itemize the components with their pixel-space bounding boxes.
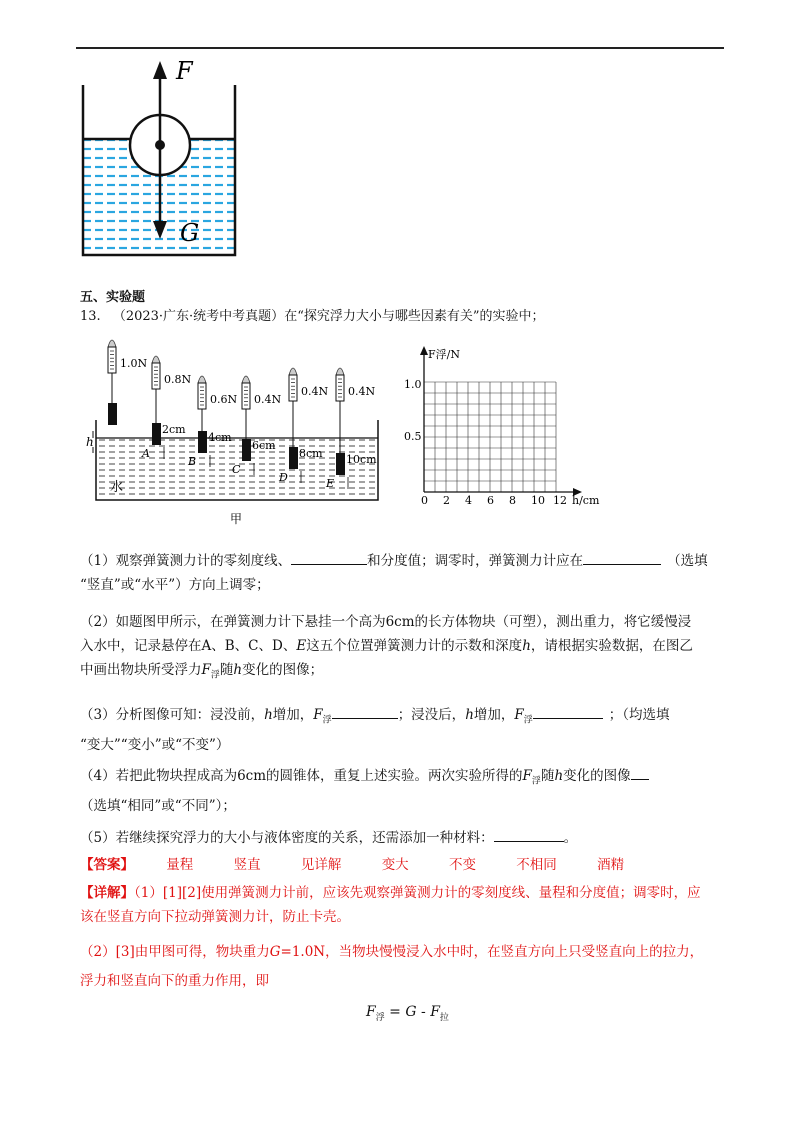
part-3: （3）分析图像可知：浸没前，h增加，$F_浮$ ；浸没后，h增加，$F_浮$ ；（均选填 “变大”“变小”或“不变”）	[80, 703, 725, 757]
spring-scale	[108, 340, 147, 425]
blank-2	[583, 549, 661, 565]
depth-label: 4cm	[208, 431, 232, 444]
hand-icon	[198, 376, 206, 383]
arrow-up-icon	[153, 61, 167, 79]
detail-block: 【详解】（1）[1][2]使用弹簧测力计前，应该先观察弹簧测力计的零刻度线、量程和分度值；调零时，应 该在竖直方向下拉动弹簧测力计，防止卡壳。	[80, 885, 701, 925]
formula: $F_浮 = G - F_拉$	[366, 1004, 449, 1023]
block	[198, 431, 207, 453]
position-label: E	[326, 477, 335, 490]
blank-5	[631, 764, 649, 780]
detail-label: 【详解】	[80, 885, 134, 901]
x-tick: 12	[553, 494, 567, 507]
depth-label: 6cm	[252, 439, 276, 452]
question-stem: 在“探究浮力大小与哪些因素有关”的实验中；	[284, 309, 545, 324]
header-rule	[76, 47, 724, 49]
blank-4	[533, 703, 603, 719]
answer-1: 量程	[166, 857, 194, 873]
x-tick: 2	[443, 494, 450, 507]
part-5: （5）若继续探究浮力的大小与液体密度的关系，还需添加一种材料： 。	[80, 826, 725, 850]
answer-7: 酒精	[597, 857, 625, 873]
x-tick: 6	[487, 494, 494, 507]
x-tick: 10	[531, 494, 545, 507]
y-tick-05: 0.5	[404, 430, 422, 443]
buoyancy-graph	[400, 340, 620, 510]
question-header	[80, 305, 544, 324]
h-label: h	[86, 435, 94, 449]
x-axis-label: h/cm	[572, 494, 600, 507]
part-4: （4）若把此物块捏成高为6cm的圆锥体，重复上述实验。两次实验所得的$F_浮$随h变化的图像 （选填“相同”或“不同”）；	[80, 764, 725, 818]
depth-label: 10cm	[346, 453, 377, 466]
x-tick: 4	[465, 494, 472, 507]
block	[108, 403, 117, 425]
question-source: （2023·广东·统考中考真题）	[112, 309, 285, 324]
block	[289, 447, 298, 469]
scale-reading: 0.4N	[254, 393, 282, 406]
answer-5: 不变	[448, 857, 476, 873]
detail-block-2: （2）[3]由甲图可得，物块重力G=1.0N，当物块慢慢浸入水中时，在竖直方向上只受竖直向上的拉力， 浮力和竖直向下的重力作用，即	[80, 944, 704, 989]
scale-reading: 1.0N	[120, 357, 148, 370]
scale-reading: 0.6N	[210, 393, 238, 406]
scale-reading: 0.4N	[301, 385, 329, 398]
answer-6: 不相同	[516, 857, 557, 873]
position-label: A	[142, 447, 150, 460]
y-tick-1: 1.0	[404, 378, 422, 391]
x-tick: 0	[421, 494, 428, 507]
x-tick: 8	[509, 494, 516, 507]
part-2: （2）如题图甲所示，在弹簧测力计下悬挂一个高为6cm的长方体物块（可塑），测出重力，将它缓慢浸 入水中，记录悬停在A、B、C、D、E这五个位置弹簧测力计的示数和深度h，请根据实验数据，在图乙 中画出物块所受浮力$F_浮$随h变化的图像；	[80, 614, 693, 681]
force-label-g: G	[180, 219, 200, 247]
block	[242, 439, 251, 461]
answer-3: 见详解	[300, 857, 342, 873]
apparatus-figure	[88, 335, 388, 530]
position-label: C	[232, 463, 241, 476]
blank-3	[332, 703, 398, 719]
hand-icon	[289, 368, 297, 375]
hand-icon	[108, 340, 116, 347]
y-axis-label: F浮/N	[428, 348, 460, 361]
block	[152, 423, 161, 445]
hand-icon	[242, 376, 250, 383]
force-label-f: F	[176, 57, 193, 85]
blank-1	[291, 549, 367, 565]
force-diagram	[70, 55, 250, 265]
hand-icon	[336, 368, 344, 375]
scale-reading: 0.4N	[348, 385, 376, 398]
answer-line	[80, 853, 725, 877]
depth-label: 2cm	[162, 423, 186, 436]
position-label: B	[188, 455, 197, 468]
part-1: （1）观察弹簧测力计的零刻度线、 和分度值；调零时，弹簧测力计应在 （选填 “竖直”或“水平”）方向上调零；	[80, 549, 725, 597]
block	[336, 453, 345, 475]
depth-label: 8cm	[299, 447, 323, 460]
water-label: 水	[110, 480, 124, 495]
position-label: D	[279, 471, 288, 484]
hand-icon	[152, 356, 160, 363]
scale-reading: 0.8N	[164, 373, 192, 386]
answer-2: 竖直	[233, 857, 261, 873]
answer-4: 变大	[381, 857, 409, 873]
y-axis-arrow-icon	[420, 346, 428, 355]
blank-6	[494, 826, 564, 842]
figure-caption: 甲	[230, 512, 243, 526]
answer-label: 【答案】	[80, 857, 134, 873]
question-number: 13.	[80, 309, 101, 324]
section-title: 五、实验题	[80, 290, 146, 305]
